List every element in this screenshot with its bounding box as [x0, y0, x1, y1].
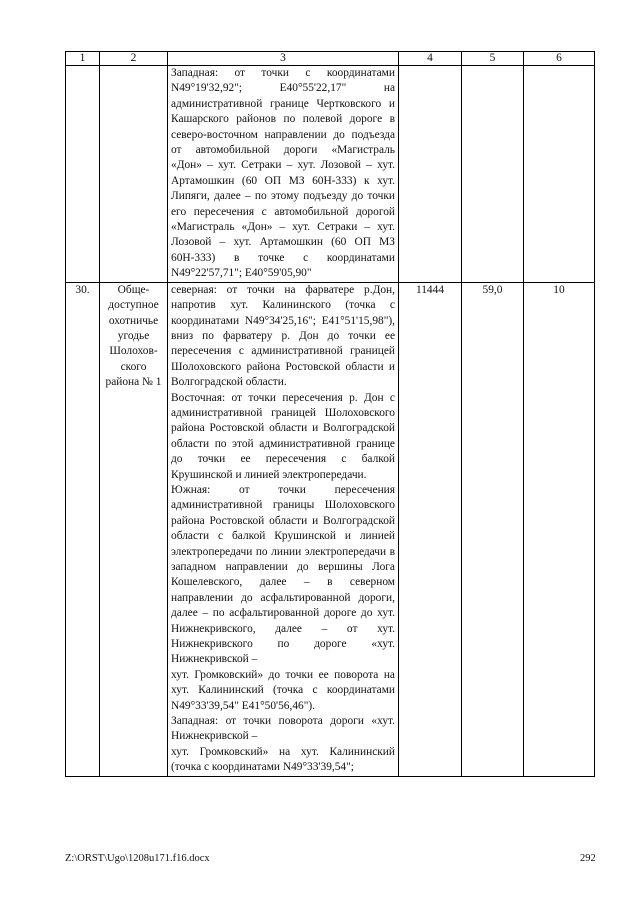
table-row-30 [66, 282, 595, 776]
page-number: 292 [580, 853, 596, 864]
table-row-continuation [66, 66, 595, 283]
header-cell: 4 [399, 52, 462, 66]
document-table [65, 51, 595, 777]
percent-value: 59,0 [462, 282, 524, 776]
header-cell: 3 [168, 52, 399, 66]
boundary-east: Восточная: от точки пересечения р. Дон с административной границей Шолоховского района Ростовской области и Волгоградской области по этой административной границе до точки ее пересечения с балкой Крушинской и линией электропередачи. [171, 391, 395, 481]
boundary-west: Западная: от точки поворота дороги «хут. Нижнекривской – хут. Громковский» на хут. Калининский (точка с координатами N49°33'39,54"; [171, 715, 395, 774]
header-cell: 6 [524, 52, 595, 66]
boundary-description [168, 282, 399, 776]
boundary-north: северная: от точки на фарватере р.Дон, напротив хут. Калининского (точка с координатами N49°34'25,16"; E41°51'15,98"), вниз по фарватеру р. Дон до точки ее пересечения с административной границей Шолоховского района Ростовской области и Волгоградской области. [171, 283, 395, 389]
header-cell: 5 [462, 52, 524, 66]
row-number: 30. [66, 282, 100, 776]
hunting-ground-name: Обще- доступное охотничье угодье Шолохов- ского района № 1 [100, 282, 168, 776]
boundary-paragraph: Западная: от точки с координатами N49°19'32,92"; E40°55'22,17" на административной границе Чертковского и Кашарского районов по полевой дороге в северо-восточном направлении до подъезда от автомобильной дороги «Магистраль «Дон» – хут. Сетраки – хут. Лозовой – хут. Артамошкин (60 ОП МЗ 60Н-333) к хут. Липяги, далее – по этому подъезду до точки его пересечения с автомобильной дорогой «Магистраль «Дон» – хут. Сетраки – хут. Лозовой – хут. Артамошкин (60 ОП МЗ 60Н-333) в точке с координатами N49°22'57,71"; E40°59'05,90" [171, 67, 395, 280]
table-header-row [66, 52, 595, 66]
column6-value: 10 [524, 282, 595, 776]
footer-file-path: Z:\ORST\Ugo\1208u171.f16.docx [65, 853, 210, 864]
header-cell: 1 [66, 52, 100, 66]
header-cell: 2 [100, 52, 168, 66]
boundary-south: Южная: от точки пересечения административной границы Шолоховского района Ростовской области и Волгоградской области с балкой Крушинской и линией электропередачи по линии электропередачи в западном направлении до вершины Лога Кошелевского, далее – в северном направлении до асфальтированной дороги, далее – по асфальтированной дороге до хут. Нижнекривского, далее – от хут. Нижнекривского по дороге «хут. Нижнекривской – хут. Громковский» до точки ее поворота на хут. Калининский (точка с координатами N49°33'39,54" E41°50'56,46"). [171, 483, 395, 712]
area-value: 11444 [399, 282, 462, 776]
boundary-description [168, 66, 399, 283]
